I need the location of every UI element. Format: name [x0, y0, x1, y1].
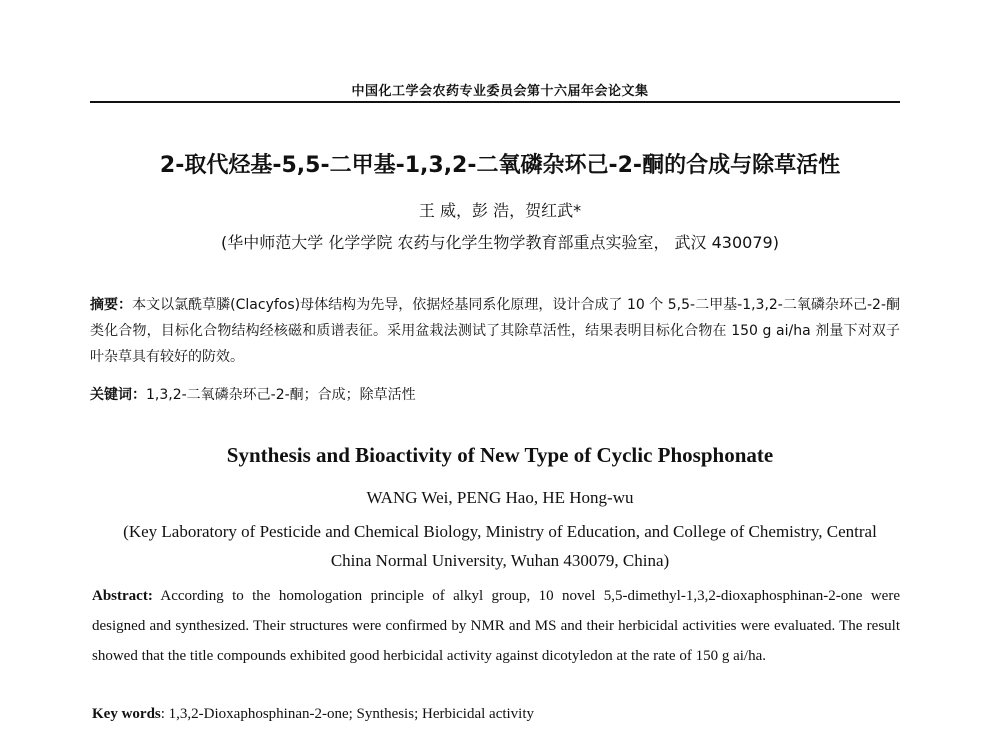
- english-abstract-text: According to the homologation principle of alkyl group, 10 novel 5,5-dimethyl-1,3,2-dioxaphosphinan-2-one were designed and synthesized. Their structures were confirmed by NMR and MS and their herbicidal activities were evaluated. The result showed that the title compounds exhibited good herbicidal activity against dicotyledon at the rate of 150 g ai/ha.: [92, 588, 900, 664]
- english-affiliation: (Key Laboratory of Pesticide and Chemical Biology, Ministry of Education, and College of Chemistry, Central China Normal University, Wuhan 430079, China): [123, 522, 877, 570]
- chinese-keywords: [90, 384, 900, 404]
- english-keywords: Key words: 1,3,2-Dioxaphosphinan-2-one; Synthesis; Herbicidal activity: [92, 706, 535, 722]
- english-authors: WANG Wei, PENG Hao, HE Hong-wu: [366, 488, 634, 507]
- chinese-abstract: [90, 292, 900, 370]
- chinese-abstract-text: 本文以氯酰草膦(Clacyfos)母体结构为先导，依据烃基同系化原理，设计合成了 10 个 5,5-二甲基-1,3,2-二氧磷杂环己-2-酮类化合物，目标化合物结构经核磁和质谱表征。采用盆栽法测试了其除草活性，结果表明目标化合物在 150 g ai/ha 剂量下对双子叶杂草具有较好的防效。: [90, 297, 901, 365]
- english-title: Synthesis and Bioactivity of New Type of Cyclic Phosphonate: [226, 443, 774, 467]
- english-abstract: Abstract: According to the homologation principle of alkyl group, 10 novel 5,5-dimethyl-1,3,2-dioxaphosphinan-2-one were designed and synthesized. Their structures were confirmed by NMR and MS and their herbicidal activities were evaluated. The result showed that the title compounds exhibited good herbicidal activity against dicotyledon at the rate of 150 g ai/ha.: [92, 588, 900, 664]
- chinese-authors: 王 威，彭 浩，贺红武*: [418, 201, 582, 220]
- chinese-keywords-label: 关键词：: [90, 387, 146, 403]
- chinese-keywords-text: 1,3,2-二氧磷杂环己-2-酮；合成；除草活性: [146, 387, 416, 403]
- header-rule: [90, 101, 900, 103]
- english-abstract-label: Abstract: [92, 588, 148, 604]
- english-keywords-label: Key words: [92, 706, 161, 722]
- running-header: 中国化工学会农药专业委员会第十六届年会论文集: [351, 84, 649, 99]
- chinese-title: 2-取代烃基-5,5-二甲基-1,3,2-二氧磷杂环己-2-酮的合成与除草活性: [159, 153, 841, 178]
- chinese-abstract-label: 摘要：: [90, 297, 133, 313]
- english-keywords-text: 1,3,2-Dioxaphosphinan-2-one; Synthesis; Herbicidal activity: [168, 706, 535, 722]
- chinese-affiliation: (华中师范大学 化学学院 农药与化学生物学教育部重点实验室， 武汉 430079): [221, 233, 779, 252]
